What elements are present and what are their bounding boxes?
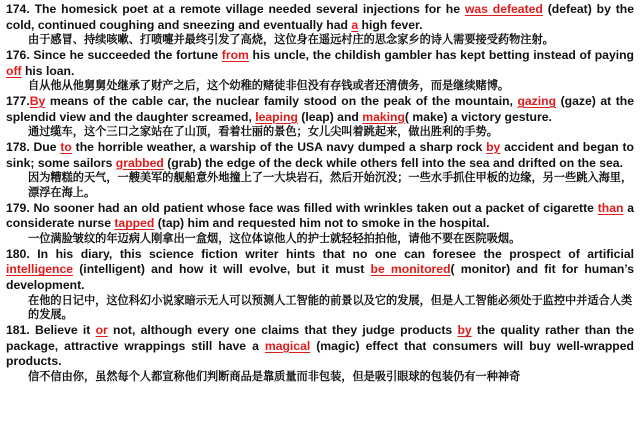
exercise-item: [6, 48, 634, 94]
answer-blank: a: [351, 17, 359, 32]
answer-blank: than: [597, 200, 624, 215]
chinese-translation: 在他的日记中，这位科幻小说家暗示无人可以预测人工智能的前景以及它的发展，但是人工智能必须处于监控中并适合人类的发展。: [28, 293, 633, 322]
sentence-text: (grab) the edge of the deck while others fell into the sea and drifted on the sea.: [163, 155, 623, 170]
english-sentence: [6, 140, 634, 171]
sentence-text: 180. In his diary, this science fiction writer hints that no one can foresee the prospect of artificial: [6, 246, 634, 261]
chinese-translation: 一位满脸皱纹的年迈病人刚拿出一盒烟，这位体谅他人的护士就轻轻拍拍他，请他不要在医院吸烟。: [28, 231, 521, 245]
sentence-text: accident and began to sink; some sailors: [6, 139, 634, 170]
english-sentence: [6, 48, 634, 79]
answer-blank: was defeated: [464, 2, 543, 16]
sentence-text: ( monitor) and fit for human’s development.: [6, 262, 634, 292]
sentence-text: 176. Since he succeeded the fortune: [6, 47, 222, 62]
sentence-text: (tap) him and requested him not to smoke in the hospital.: [154, 216, 490, 231]
english-sentence: [6, 323, 634, 370]
sentence-text: the horrible weather, a warship of the USA navy dumped a sharp rock: [71, 139, 487, 154]
english-sentence: [6, 201, 634, 232]
answer-blank: by: [457, 323, 472, 338]
sentence-text: (leap) and: [297, 109, 363, 124]
answer-blank: leaping: [255, 109, 298, 124]
chinese-translation: 因为糟糕的天气，一艘美军的舰船意外地撞上了一大块岩石，然后开始沉没；一些水手抓住甲板的边缘，另一些跳入海里，漂浮在海上。: [28, 171, 633, 199]
sentence-text: 181. Believe it: [6, 323, 96, 338]
sentence-text: (magic) effect that consumers will buy well-wrapped products.: [6, 338, 634, 369]
exercise-item: [6, 247, 634, 323]
answer-blank: or: [95, 323, 108, 338]
answer-blank: grabbed: [115, 155, 164, 170]
answer-blank: to: [60, 139, 72, 154]
sentence-text: means of the cable car, the nuclear family stood on the peak of the mountain,: [45, 93, 518, 108]
english-sentence: [6, 2, 634, 33]
sentence-text: 178. Due: [6, 139, 61, 154]
sentence-text: the quality rather than the package, attractive wrappings still have a: [6, 323, 634, 353]
sentence-text: 179. No sooner had an old patient whose face was filled with wrinkles taken out a packet of cigarette: [6, 200, 598, 215]
sentence-text: ( make) a victory gesture.: [404, 109, 552, 124]
sentence-text: his uncle, the childish gambler has kept betting instead of paying: [248, 47, 635, 62]
sentence-text: (intelligent) and how it will evolve, but it must: [73, 262, 371, 277]
sentence-text: his loan.: [21, 63, 75, 78]
sentence-text: 174. The homesick poet at a remote village needed several injections for he: [6, 2, 465, 16]
answer-blank: magical: [264, 338, 311, 353]
sentence-text: a considerate nurse: [6, 200, 634, 231]
answer-blank: By: [29, 93, 46, 108]
exercise-item: [6, 94, 634, 140]
sentence-text: not, although every one claims that they judge products: [107, 323, 458, 338]
sentence-text: (defeat) by the cold, continued coughing and sneezing and eventually had: [6, 2, 634, 32]
sentence-text: 177.: [6, 93, 30, 108]
sentence-text: (gaze) at the splendid view and the daughter screamed,: [6, 93, 634, 124]
chinese-translation: 自从他从他舅舅处继承了财产之后，这个幼稚的赌徒非但没有存钱或者还清债务，而是继续赌博。: [28, 79, 510, 93]
english-sentence: [6, 94, 634, 125]
exercise-item: [6, 323, 634, 385]
answer-blank: from: [221, 47, 249, 62]
answer-blank: by: [486, 139, 501, 154]
answer-blank: off: [6, 63, 22, 78]
exercise-item: [6, 201, 634, 247]
chinese-translation: 信不信由你，虽然每个人都宣称他们判断商品是靠质量而非包装，但是吸引眼球的包装仍有一种神奇: [28, 369, 521, 383]
answer-blank: gazing: [517, 93, 557, 108]
chinese-translation: 通过缆车，这个三口之家站在了山顶，看着壮丽的景色；女儿尖叫着跳起来，做出胜利的手势。: [28, 125, 498, 139]
answer-blank: tapped: [114, 216, 155, 231]
answer-blank: intelligence: [6, 262, 74, 277]
chinese-translation: 由于感冒、持续咳嗽、打喷嚏并最终引发了高烧，这位身在遥远村庄的思念家乡的诗人需要接受药物注射。: [28, 33, 554, 47]
exercise-item: [6, 2, 634, 48]
exercise-item: [6, 140, 634, 201]
answer-blank: making: [362, 109, 405, 124]
sentence-text: high fever.: [358, 17, 423, 32]
english-sentence: [6, 247, 634, 294]
answer-blank: be monitored: [370, 262, 451, 277]
